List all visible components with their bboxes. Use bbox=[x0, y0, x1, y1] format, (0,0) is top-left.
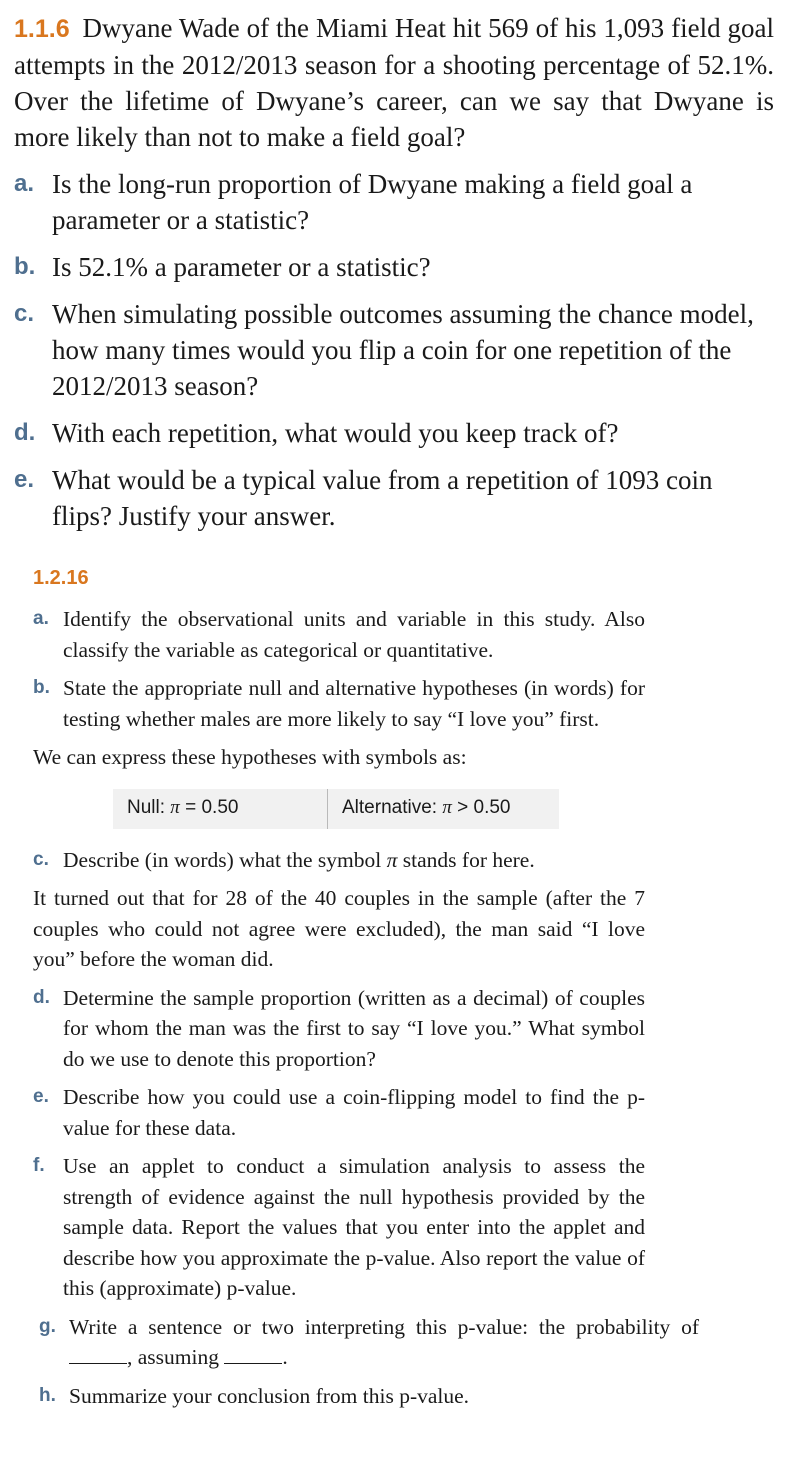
question-label: d. bbox=[14, 419, 36, 446]
exercise-1-1-6 bbox=[14, 10, 774, 534]
question-d bbox=[14, 415, 774, 451]
question-text: With each repetition, what would you keep track of? bbox=[52, 418, 619, 448]
question-text: Is 52.1% a parameter or a statistic? bbox=[52, 252, 431, 282]
question-label: c. bbox=[14, 300, 35, 327]
question-label: b. bbox=[33, 677, 50, 698]
question-f bbox=[33, 1151, 645, 1304]
question-label: h. bbox=[39, 1384, 56, 1406]
question-g bbox=[39, 1312, 699, 1373]
question-label: a. bbox=[33, 608, 49, 629]
question-text: Summarize your conclusion from this p-value. bbox=[69, 1383, 470, 1408]
null-hypothesis bbox=[113, 789, 328, 829]
pi-symbol: π bbox=[442, 797, 452, 819]
question-text: stands for here. bbox=[402, 847, 535, 872]
alt-value: > 0.50 bbox=[457, 797, 511, 819]
question-b bbox=[14, 249, 774, 285]
question-text: What would be a typical value from a repetition of 1093 coin flips? Justify your answer. bbox=[52, 465, 713, 531]
question-label: g. bbox=[39, 1315, 56, 1337]
question-label: d. bbox=[33, 986, 50, 1008]
exercise-number: 1.1.6 bbox=[14, 15, 70, 43]
question-c bbox=[14, 296, 774, 404]
question-text: Write a sentence or two interpreting this p-value: the probability of bbox=[69, 1314, 699, 1339]
exercise-1-2-16 bbox=[33, 604, 699, 1419]
question-label: e. bbox=[14, 466, 35, 493]
question-text: , assuming bbox=[127, 1345, 219, 1369]
question-text: . bbox=[282, 1345, 288, 1369]
question-text: Use an applet to conduct a simulation analysis to assess the strength of evidence against the null hypothesis provided by the sample data. Report the values that you enter into the applet and describe how you approximate the p-value. Also report the value of this (approximate) p-value. bbox=[63, 1154, 645, 1300]
question-e bbox=[33, 1082, 645, 1143]
question-b bbox=[33, 673, 645, 734]
hypotheses-box bbox=[113, 789, 559, 829]
question-text: Determine the sample proportion (written as a decimal) of couples for whom the man was the first to say “I love you.” What symbol do we use to denote this proportion? bbox=[63, 985, 645, 1071]
question-c bbox=[33, 845, 645, 876]
question-e bbox=[14, 462, 774, 534]
answer-blank[interactable] bbox=[224, 1345, 282, 1364]
question-text: Describe (in words) what the symbol bbox=[63, 847, 382, 872]
question-text: Is the long-run proportion of Dwyane making a field goal a parameter or a statistic? bbox=[52, 169, 693, 235]
pi-symbol: π bbox=[386, 847, 398, 872]
question-label: a. bbox=[14, 170, 35, 197]
question-text: When simulating possible outcomes assuming the chance model, how many times would you flip a coin for one repetition of the 2012/2013 season? bbox=[52, 299, 754, 401]
question-text: Identify the observational units and variable in this study. Also classify the variable as categorical or quantitative. bbox=[63, 607, 645, 662]
pi-symbol: π bbox=[170, 797, 180, 819]
express-text: We can express these hypotheses with symbols as: bbox=[33, 745, 467, 769]
exercise-intro bbox=[14, 10, 774, 155]
question-label: f. bbox=[33, 1155, 45, 1176]
null-value: = 0.50 bbox=[185, 797, 239, 819]
result-text: It turned out that for 28 of the 40 couples in the sample (after the 7 couples who could not agree were excluded), the man said “I love you” before the woman did. bbox=[33, 886, 645, 971]
question-a bbox=[33, 604, 645, 665]
alternative-hypothesis bbox=[328, 789, 559, 829]
exercise-number: 1.2.16 bbox=[33, 567, 89, 589]
question-label: b. bbox=[14, 253, 36, 280]
null-label: Null: bbox=[127, 797, 166, 819]
question-d bbox=[33, 983, 645, 1075]
exercise-intro-text: Dwyane Wade of the Miami Heat hit 569 of his 1,093 field goal attempts in the 2012/2013 season for a shooting percentage of 52.1%. Over the lifetime of Dwyane’s career, can we say that Dwyane is more likely than not to make a field goal? bbox=[14, 13, 774, 152]
question-label: c. bbox=[33, 848, 49, 870]
alt-label: Alternative: bbox=[342, 797, 438, 819]
answer-blank[interactable] bbox=[69, 1345, 127, 1364]
question-label: e. bbox=[33, 1086, 49, 1107]
question-a bbox=[14, 166, 774, 238]
question-text: State the appropriate null and alternative hypotheses (in words) for testing whether males are more likely to say “I love you” first. bbox=[63, 676, 645, 731]
question-h bbox=[39, 1381, 699, 1412]
question-text: Describe how you could use a coin-flipping model to find the p-value for these data. bbox=[63, 1085, 645, 1140]
